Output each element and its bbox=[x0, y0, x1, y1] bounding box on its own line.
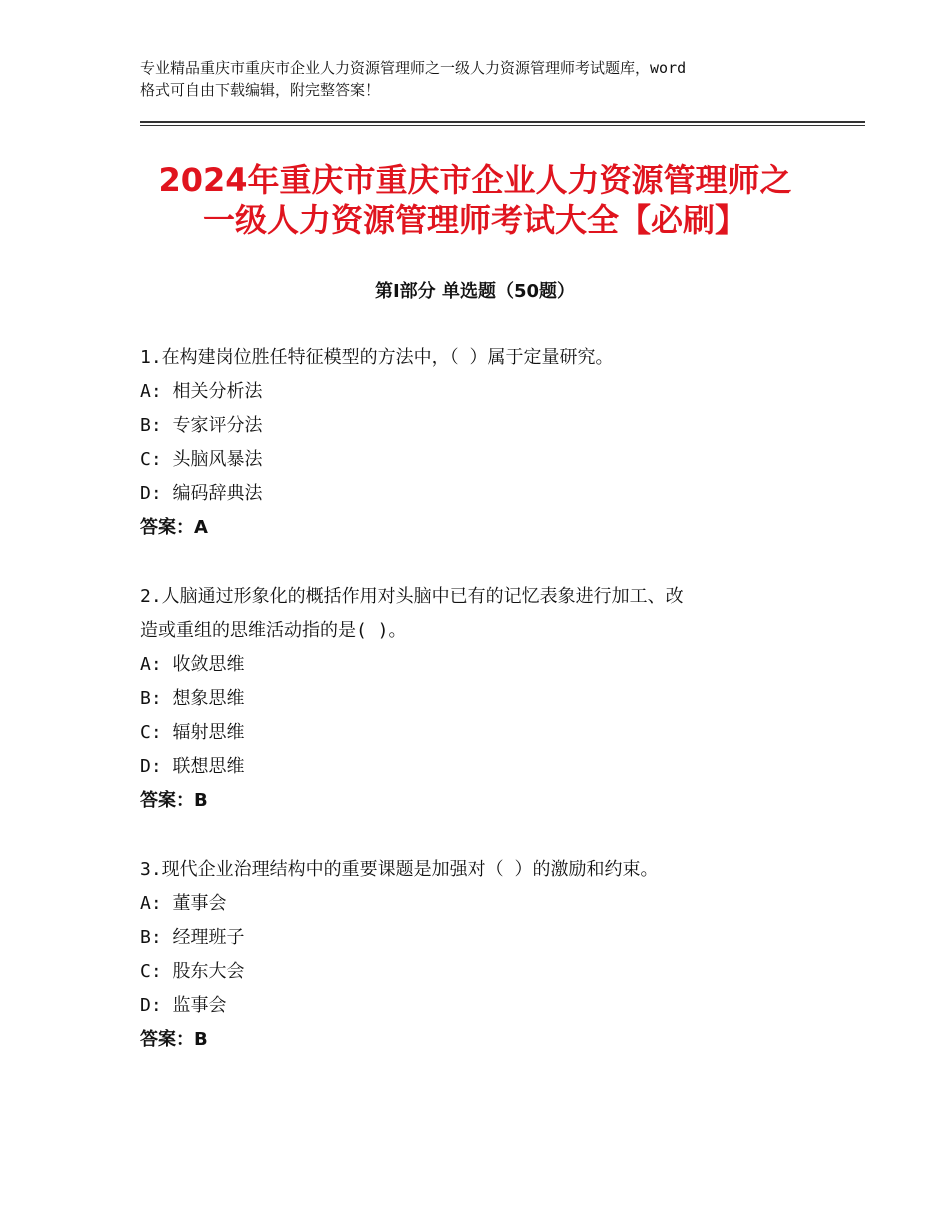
question-2 bbox=[140, 580, 840, 818]
title-line-2: 一级人力资源管理师考试大全【必刷】 bbox=[202, 201, 747, 239]
option-a: A: 相关分析法 bbox=[140, 381, 263, 402]
question-stem-line-2: 造或重组的思维活动指的是( )。 bbox=[140, 620, 407, 641]
document-title bbox=[100, 160, 850, 240]
option-d: D: 联想思维 bbox=[140, 756, 245, 777]
section-title: 第Ⅰ部分 单选题（50题） bbox=[374, 281, 575, 302]
option-d: D: 监事会 bbox=[140, 995, 227, 1016]
option-c: C: 股东大会 bbox=[140, 961, 245, 982]
answer: 答案：B bbox=[140, 1029, 208, 1050]
option-b: B: 专家评分法 bbox=[140, 415, 263, 436]
header-line-1: 专业精品重庆市重庆市企业人力资源管理师之一级人力资源管理师考试题库，word bbox=[140, 59, 687, 77]
header-divider bbox=[140, 121, 865, 126]
answer: 答案：A bbox=[140, 517, 208, 538]
option-b: B: 经理班子 bbox=[140, 927, 245, 948]
document-header bbox=[140, 57, 830, 101]
question-1 bbox=[140, 341, 840, 545]
question-stem: 1.在构建岗位胜任特征模型的方法中，（ ）属于定量研究。 bbox=[140, 347, 614, 368]
header-line-2: 格式可自由下载编辑，附完整答案！ bbox=[140, 81, 381, 99]
option-a: A: 收敛思维 bbox=[140, 654, 245, 675]
answer: 答案：B bbox=[140, 790, 208, 811]
question-stem-line-1: 2.人脑通过形象化的概括作用对头脑中已有的记忆表象进行加工、改 bbox=[140, 586, 684, 607]
option-c: C: 头脑风暴法 bbox=[140, 449, 263, 470]
option-d: D: 编码辞典法 bbox=[140, 483, 263, 504]
question-stem: 3.现代企业治理结构中的重要课题是加强对（ ）的激励和约束。 bbox=[140, 859, 659, 880]
question-3 bbox=[140, 853, 840, 1057]
option-b: B: 想象思维 bbox=[140, 688, 245, 709]
option-a: A: 董事会 bbox=[140, 893, 227, 914]
option-c: C: 辐射思维 bbox=[140, 722, 245, 743]
title-line-1: 2024年重庆市重庆市企业人力资源管理师之 bbox=[158, 161, 792, 199]
